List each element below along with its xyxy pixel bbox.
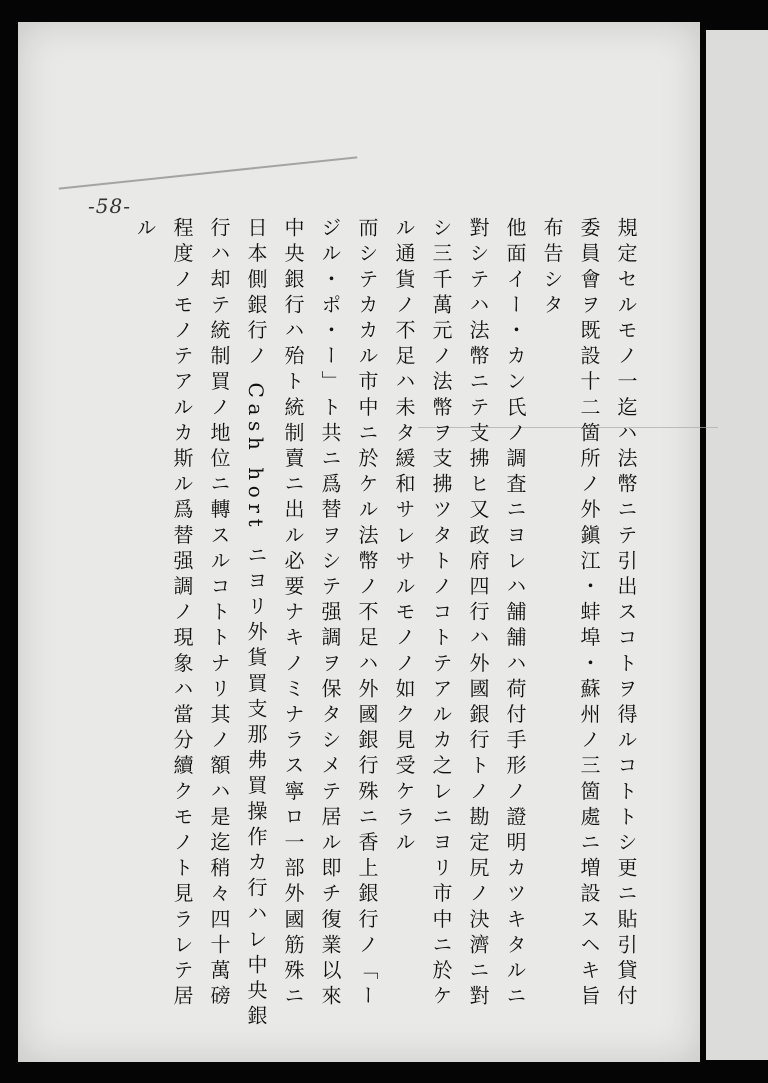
text-column: 對シテハ法幣ニテ支拂ヒ又政府四行ハ外國銀行トノ勘定尻ノ決濟ニ對 — [466, 217, 490, 1011]
text-column: シ三千萬元ノ法幣ヲ支拂ツタトノコトテアルカ之レニヨリ市中ニ於ケ — [429, 217, 453, 1011]
text-column: ル — [133, 217, 157, 243]
page-fold-line — [418, 427, 718, 428]
text-column: 程度ノモノテアルカ斯ル爲替强調ノ現象ハ當分續クモノト見ラレテ居 — [170, 217, 194, 1011]
text-column: 委員會ヲ既設十二箇所ノ外鎭江・蚌埠・蘇州ノ三箇處ニ増設スヘキ旨 — [577, 217, 601, 1011]
adjacent-page — [706, 30, 768, 1060]
text-column: 他面イー・カン氏ノ調査ニヨレハ舗舗ハ荷付手形ノ證明カツキタルニ — [503, 217, 527, 1011]
text-column: ジル・ポ・ー」ト共ニ爲替ヲシテ强調ヲ保タシメテ居ル即チ復業以來 — [318, 217, 342, 1011]
text-column: 布告シタ — [540, 217, 564, 320]
text-column: ル通貨ノ不足ハ未タ緩和サレサルモノノ如ク見受ケラル — [392, 217, 416, 857]
text-column: 而シテカカル市中ニ於ケル法幣ノ不足ハ外國銀行殊ニ香上銀行ノ「ー — [355, 217, 379, 1011]
text-column: 規定セルモノ一迄ハ法幣ニテ引出スコトヲ得ルコトトシ更ニ貼引貸付 — [614, 217, 638, 1011]
document-page — [18, 22, 700, 1062]
text-column: 日本側銀行ノ Cash hort ニヨリ外貨買支那弗買操作カ行ハレ中央銀 — [244, 217, 268, 1031]
page-number: -58- — [88, 194, 131, 218]
scan-artifact-line — [59, 156, 358, 189]
text-column: 中央銀行ハ殆ト統制賣ニ出ル必要ナキノミナラス寧ロ一部外國筋殊ニ — [281, 217, 305, 1011]
text-column: 行ハ却テ統制買ノ地位ニ轉スルコトトナリ其ノ額ハ是迄稍々四十萬磅 — [207, 217, 231, 1011]
